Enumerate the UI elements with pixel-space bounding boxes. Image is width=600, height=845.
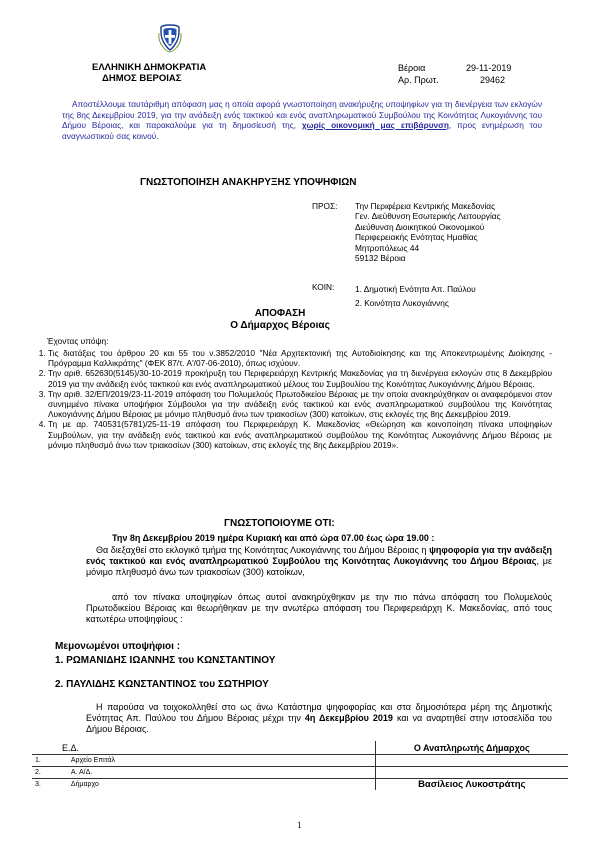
announce-paragraph-2: από τον πίνακα υποψηφίων όπως αυτοί ανακηρύχθηκαν με την πιο πάνω απόφαση του Πολυμελούς Πρωτοδικείου Βέροιας και θεωρήθηκαν με την ανωτέρω απόφαση του Περιφερειάρχη Κ. Μακεδονίας, από τους κατωτέρω υποψηφίους : xyxy=(86,592,552,625)
table-row xyxy=(32,779,568,791)
document-title: ΓΝΩΣΤΟΠΟΙΗΣΗ ΑΝΑΚΗΡΥΞΗΣ ΥΠΟΨΗΦΙΩΝ xyxy=(140,177,357,188)
place-name: Βέροια xyxy=(398,63,426,73)
protocol-label: Αρ. Πρωτ. xyxy=(398,75,439,85)
closing-paragraph xyxy=(86,702,552,736)
closing-text: Η παρούσα να τοιχοκολληθεί στο ως άνω Κατάστημα ψηφοφορίας και στα δημοσιότερα μέρη της Δημοτικής Ενότητας Απ. Παύλου του Δήμου Βέροιας μέχρι την xyxy=(86,702,552,724)
to-line: Διεύθυνση Διοικητικού Οικονομικού xyxy=(355,221,485,232)
page-number: 1 xyxy=(297,820,302,830)
to-line: 59132 Βέροια xyxy=(355,253,406,264)
intro-emphasis: χωρίς οικονομική μας επιβάρυνση xyxy=(301,120,449,130)
to-label: ΠΡΟΣ: xyxy=(312,201,338,211)
cc-line: 1. Δημοτική Ενότητα Απ. Παύλου xyxy=(355,284,476,294)
considerations-list xyxy=(34,348,552,450)
announce-title: ΓΝΩΣΤΟΠΟΙΟΥΜΕ ΟΤΙ: xyxy=(224,518,335,529)
table-row xyxy=(32,767,568,779)
greek-coat-of-arms-icon xyxy=(157,23,183,53)
list-item: 2. Την αριθ. 652630(5145)/30-10-2019 προκήρυξη του Περιφερειάρχη Κεντρικής Μακεδονίας για τη διενέργεια εκλογών στις 8 Δεκεμβρίου 2019 για την ανάδειξη ενός τακτικού και ενός αναπληρωματικού μέλους του Συμβουλίου της Κοινότητας Λυκογιάννης Δήμου Βέροιας. xyxy=(48,368,552,388)
cc-block xyxy=(355,282,476,310)
row-label: Δήμαρχο xyxy=(70,781,99,788)
document-date: 29-11-2019 xyxy=(466,63,512,73)
intro-paragraph xyxy=(62,99,542,141)
intro-text: Αποστέλλουμε ταυτάριθμη απόφαση μας η οποία αφορά γνωστοποίηση ανακήρυξης υποψηφίων για τη διενέργεια των εκλογών της 8ης Δεκεμβρίου 2019, για την ανάδειξη ενός τακτικού και ενός αναπληρωματικού Συμβούλου της Κοινότητας Λυκογιάννης του Δήμου Βέροιας, και παρακαλούμε για τη δημοσίευσή της, xyxy=(62,99,542,130)
row-label: Αρχείο Επιτάλ xyxy=(70,757,115,764)
closing-text-end: και να αναρτηθεί στην ιστοσελίδα του Δήμου Βέροιας. xyxy=(86,713,552,735)
table-row xyxy=(32,755,568,767)
announce-text-end: , με μόνιμο πληθυσμό άνω των τριακοσίων (300) κατοίκων, xyxy=(86,556,552,578)
announce-text: Θα διεξαχθεί στο εκλογικό τμήμα της Κοινότητας Λυκογιάννης του Δήμου Βέροιας η xyxy=(96,545,427,555)
row-label: Α. Α/Δ. xyxy=(70,769,93,776)
list-item: 4. Τη με αρ. 740531(5781)/25-11-19 απόφαση του Περιφερειάρχη Κ. Μακεδονίας «Θεώρηση και κοινοποίηση πίνακα υποψηφίων Συμβούλων, για την ανάδειξη ενός τακτικού και ενός αναπληρωματικού συμβούλου της Κοινότητας Λυκογιάννης Δήμου Βέροιας με μόνιμο πληθυσμό άνω των τριακοσίων (300) κατοίκων, στις εκλογές της 8ης Δεκεμβρίου 2019». xyxy=(48,419,552,450)
decision-subtitle: Ο Δήμαρχος Βέροιας xyxy=(230,320,330,331)
to-line: Την Περιφέρεια Κεντρικής Μακεδονίας xyxy=(355,201,496,211)
to-line: Περιφερειακής Ενότητας Ημαθίας xyxy=(355,232,478,243)
candidate-1: 1. ΡΩΜΑΝΙΔΗΣ ΙΩΑΝΝΗΣ του ΚΩΝΣΤΑΝΤΙΝΟΥ xyxy=(55,655,276,666)
protocol-number: 29462 xyxy=(480,75,506,85)
closing-emphasis: 4η Δεκεμβρίου 2019 xyxy=(304,713,393,724)
to-line: Μητροπόλεως 44 xyxy=(355,242,420,253)
candidates-label: Μεμονωμένοι υποψήφιοι : xyxy=(55,641,181,652)
country-name: ΕΛΛΗΝΙΚΗ ΔΗΜΟΚΡΑΤΙΑ xyxy=(92,62,207,73)
announce-emphasis: ψηφοφορία για την ανάδειξη ενός τακτικού και ενός αναπληρωματικού Συμβούλου της Κοινότητας Λυκογιάννης του Δήμου Βέροιας xyxy=(86,545,552,567)
signer-title: Ο Αναπληρωτής Δήμαρχος xyxy=(375,741,568,755)
list-item: 1. Τις διατάξεις του άρθρου 20 και 55 του ν.3852/2010 "Νέα Αρχιτεκτονική της Αυτοδιοίκησης και της Αποκεντρωμένης Διοίκησης - Πρόγραμμα Καλλικράτης" (ΦΕΚ 87/τ. Α'/07-06-2010), όπως ισχύουν. xyxy=(48,348,552,368)
distribution-header: Ε.Δ. xyxy=(32,741,375,755)
row-number: 1. xyxy=(35,757,41,764)
signer-name: Βασίλειος Λυκοστράτης xyxy=(375,779,568,791)
decision-title: ΑΠΟΦΑΣΗ xyxy=(254,308,306,319)
cc-line: 2. Κοινότητα Λυκογιάννης xyxy=(355,298,449,308)
row-number: 2. xyxy=(35,769,41,776)
cc-label: ΚΟΙΝ: xyxy=(312,282,335,292)
signature-table xyxy=(32,741,568,790)
municipality-name: ΔΗΜΟΣ ΒΕΡΟΙΑΣ xyxy=(102,73,182,84)
row-number: 3. xyxy=(35,781,41,788)
to-block xyxy=(355,201,501,263)
list-item: 3. Την αριθ. 32/ΕΠ/2019/23-11-2019 απόφαση του Πολυμελούς Πρωτοδικείου Βέροιας με την οποία ανακηρύχθηκαν οι αναφερόμενοι στον συνημμένο πίνακα υποψήφιοι Σύμβουλοι για την ανάδειξη ενός τακτικού και ενός αναπληρωματικού συμβούλου της Κοινότητας Λυκογιάννης Δήμου Βέροιας με μόνιμο πληθυσμό άνω των τριακοσίων (300) κατοίκων, στις εκλογές της 8ης Δεκεμβρίου 2019. xyxy=(48,389,552,420)
candidate-2: 2. ΠΑΥΛΙΔΗΣ ΚΩΝΣΤΑΝΤΙΝΟΣ του ΣΩΤΗΡΙΟΥ xyxy=(55,679,269,690)
announce-paragraph-1 xyxy=(86,545,552,579)
intro-text-end: , προς ενημέρωση του αναγνωστικού σας κοινού. xyxy=(62,120,542,141)
considering-label: Έχοντας υπόψη: xyxy=(47,336,109,346)
election-date-line: Την 8η Δεκεμβρίου 2019 ημέρα Κυριακή και από ώρα 07.00 έως ώρα 19.00 : xyxy=(112,533,435,543)
to-line: Γεν. Διεύθυνση Εσωτερικής Λειτουργίας xyxy=(355,211,501,222)
